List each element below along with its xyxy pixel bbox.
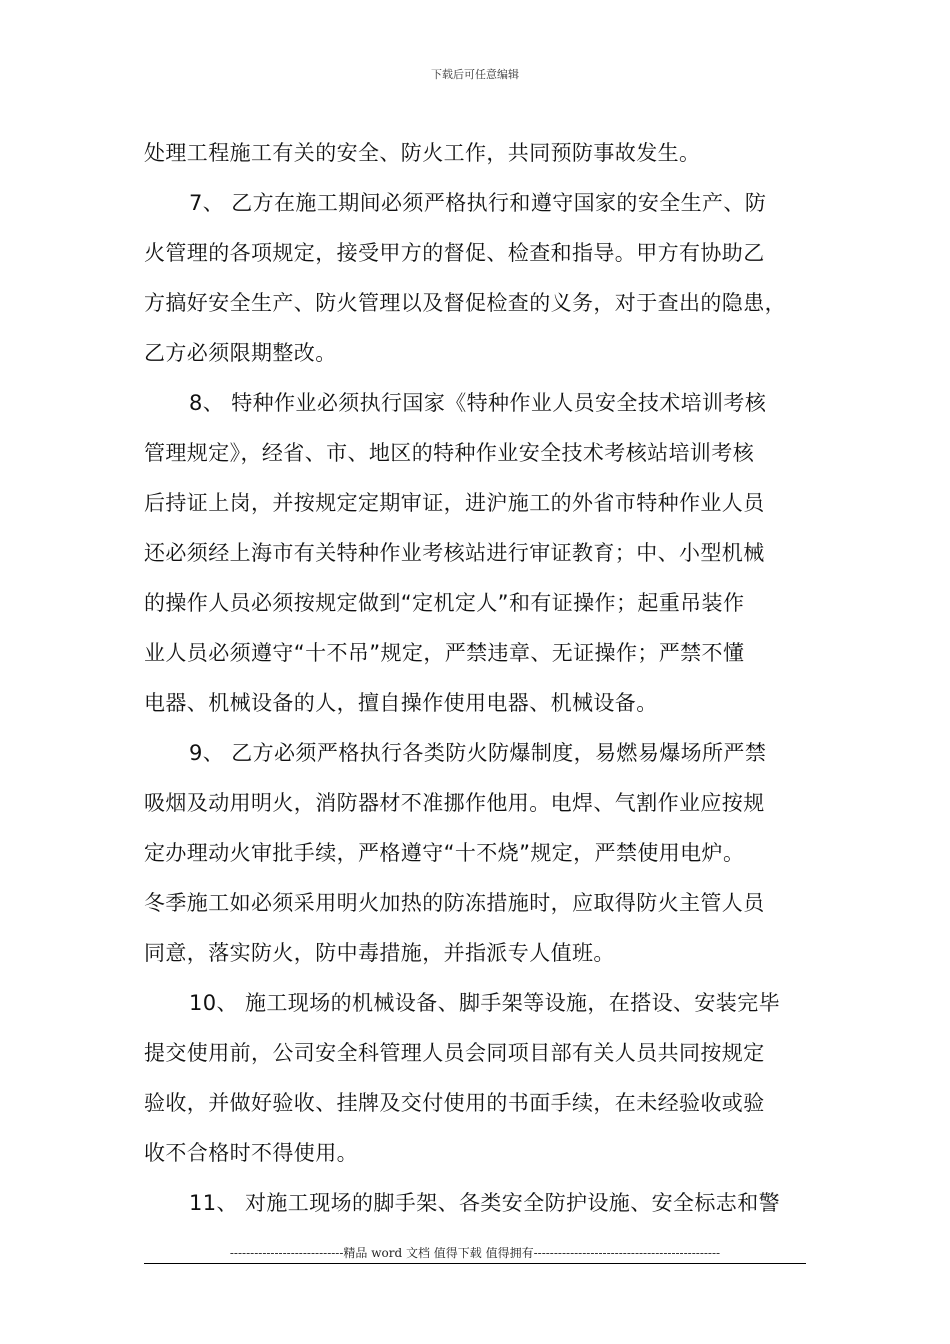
- text-line: 火管理的各项规定，接受甲方的督促、检查和指导。甲方有协助乙: [144, 241, 765, 265]
- text-line: 定办理动火审批手续，严格遵守“十不烧”规定，严禁使用电炉。: [144, 841, 745, 865]
- text-line: 方搞好安全生产、防火管理以及督促检查的义务，对于查出的隐患，: [144, 291, 786, 315]
- text-line: 业人员必须遵守“十不吊”规定，严禁违章、无证操作；严禁不懂: [144, 641, 745, 665]
- text-line: 同意，落实防火，防中毒措施，并指派专人值班。: [144, 941, 615, 965]
- text-line: 乙方必须限期整改。: [144, 341, 337, 365]
- text-line: 冬季施工如必须采用明火加热的防冻措施时，应取得防火主管人员: [144, 891, 765, 915]
- text-line: 的操作人员必须按规定做到“定机定人”和有证操作；起重吊装作: [144, 591, 745, 615]
- text-line-item-7: 7、 乙方在施工期间必须严格执行和遵守国家的安全生产、防: [189, 191, 767, 215]
- text-line-item-9: 9、 乙方必须严格执行各类防火防爆制度，易燃易爆场所严禁: [189, 741, 767, 765]
- page-header-note: 下载后可任意编辑: [431, 68, 519, 81]
- text-line-item-11: 11、 对施工现场的脚手架、各类安全防护设施、安全标志和警: [189, 1191, 780, 1215]
- text-line-item-8: 8、 特种作业必须执行国家《特种作业人员安全技术培训考核: [189, 391, 767, 415]
- text-line: 验收，并做好验收、挂牌及交付使用的书面手续，在未经验收或验: [144, 1091, 765, 1115]
- text-line-item-10: 10、 施工现场的机械设备、脚手架等设施，在搭设、安装完毕: [189, 991, 780, 1015]
- text-line: 处理工程施工有关的安全、防火工作，共同预防事故发生。: [144, 141, 701, 165]
- footer-divider: [144, 1263, 806, 1264]
- text-line: 电器、机械设备的人，擅自操作使用电器、机械设备。: [144, 691, 658, 715]
- page-footer-note: ----------------------------精品 word 文档 值得下载 值得拥有----------------------------------------------: [229, 1246, 721, 1260]
- document-body: [144, 128, 824, 1228]
- text-line: 还必须经上海市有关特种作业考核站进行审证教育；中、小型机械: [144, 541, 765, 565]
- text-line: 管理规定》，经省、市、地区的特种作业安全技术考核站培训考核: [144, 441, 755, 465]
- text-line: 吸烟及动用明火，消防器材不准挪作他用。电焊、气割作业应按规: [144, 791, 765, 815]
- text-line: 提交使用前，公司安全科管理人员会同项目部有关人员共同按规定: [144, 1041, 765, 1065]
- text-line: 收不合格时不得使用。: [144, 1141, 358, 1165]
- text-line: 后持证上岗，并按规定定期审证，进沪施工的外省市特种作业人员: [144, 491, 765, 515]
